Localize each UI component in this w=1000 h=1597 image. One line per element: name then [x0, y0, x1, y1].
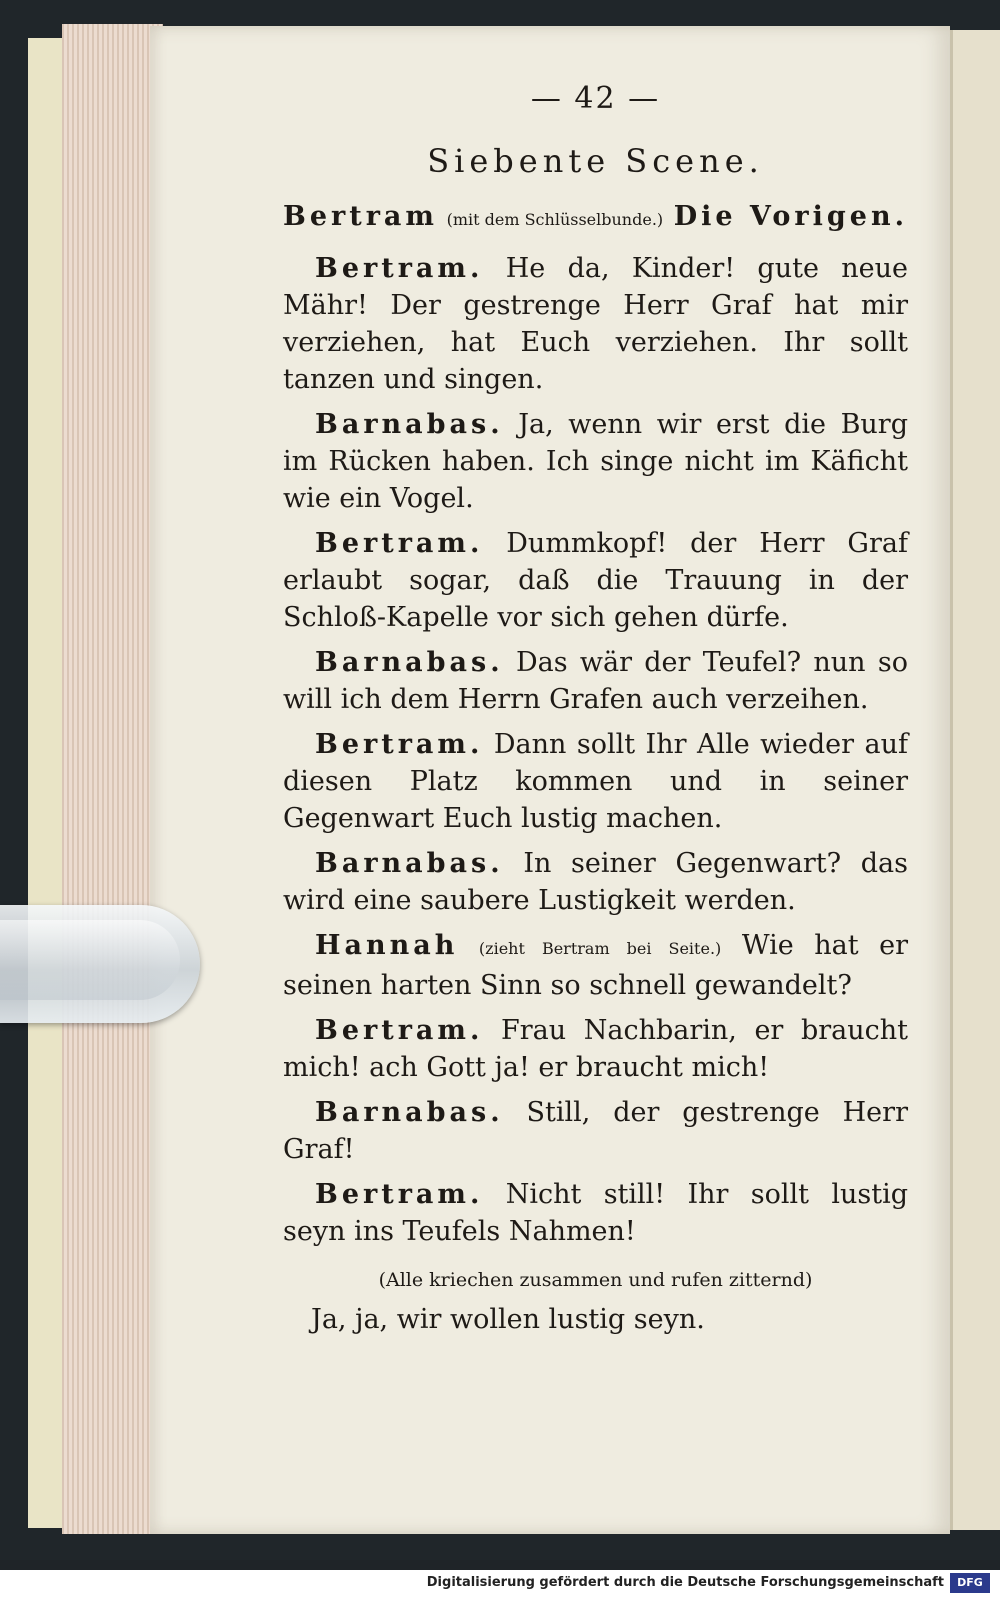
page-number: — 42 — [530, 81, 661, 116]
speech-direction: (zieht Bertram bei Seite.) [478, 939, 722, 958]
speaker-name: Bertram. [315, 253, 484, 284]
speaker-name: Bertram. [315, 1015, 484, 1046]
cast-direction: (mit dem Schlüsselbunde.) [446, 210, 664, 229]
speech-text: Still, der gestrenge Herr Graf! [283, 1097, 908, 1165]
speech [283, 525, 908, 636]
speech-text: Wie hat er seinen harten Sinn so schnell gewandelt? [283, 930, 908, 1001]
footer-credit: Digitalisierung gefördert durch die Deutsche Forschungsgemeinschaft [426, 1575, 944, 1590]
speech-text: Dann sollt Ihr Alle wieder auf diesen Platz kommen und in seiner Gegenwart Euch lustig machen. [283, 729, 908, 834]
speaker-name: Barnabas. [315, 848, 504, 879]
speaker-name: Hannah [315, 930, 459, 961]
page-holder-clip-highlight [0, 920, 180, 1000]
speech-text: Nicht still! Ihr sollt lustig seyn ins Teufels Nahmen! [283, 1179, 908, 1247]
speaker-name: Barnabas. [315, 1097, 504, 1128]
page-edges [62, 24, 163, 1534]
speech-text: Das wär der Teufel? nun so will ich dem Herrn Grafen auch verzeihen. [283, 647, 908, 715]
cast-others: Die Vorigen. [673, 201, 908, 232]
cast-line [283, 198, 908, 238]
footer-bar [0, 1570, 1000, 1597]
speech-text: Dummkopf! der Herr Graf erlaubt sogar, daß die Trauung in der Schloß-Kapelle vor sich gehen dürfe. [283, 528, 908, 633]
speech [283, 927, 908, 1004]
speaker-name: Bertram. [315, 729, 484, 760]
speech [283, 1176, 908, 1250]
scene-heading: Siebente Scene. [427, 142, 764, 180]
speech [283, 250, 908, 398]
stage-direction: (Alle kriechen zusammen und rufen zitternd) [378, 1269, 813, 1291]
speech [283, 644, 908, 718]
final-line: Ja, ja, wir wollen lustig seyn. [311, 1304, 705, 1335]
speech [283, 726, 908, 837]
speaker-name: Bertram. [315, 528, 484, 559]
page-text [283, 80, 908, 1338]
speech [283, 845, 908, 919]
speaker-name: Barnabas. [315, 409, 504, 440]
speech [283, 1012, 908, 1086]
next-page-edge [950, 30, 1000, 1530]
speech-text: Ja, wenn wir erst die Burg im Rücken haben. Ich singe nicht im Käficht wie ein Vogel. [283, 409, 908, 514]
speech [283, 406, 908, 517]
speaker-name: Bertram. [315, 1179, 484, 1210]
speech-text: He da, Kinder! gute neue Mähr! Der gestrenge Herr Graf hat mir verziehen, hat Euch verziehen. Ihr sollt tanzen und singen. [283, 253, 908, 395]
dfg-logo-icon: DFG [950, 1573, 990, 1593]
speaker-name: Barnabas. [315, 647, 504, 678]
cast-speaker: Bertram [283, 201, 438, 232]
speech-text: In seiner Gegenwart? das wird eine saubere Lustigkeit werden. [283, 848, 908, 916]
speech-text: Frau Nachbarin, er braucht mich! ach Gott ja! er braucht mich! [283, 1015, 908, 1083]
speech [283, 1094, 908, 1168]
